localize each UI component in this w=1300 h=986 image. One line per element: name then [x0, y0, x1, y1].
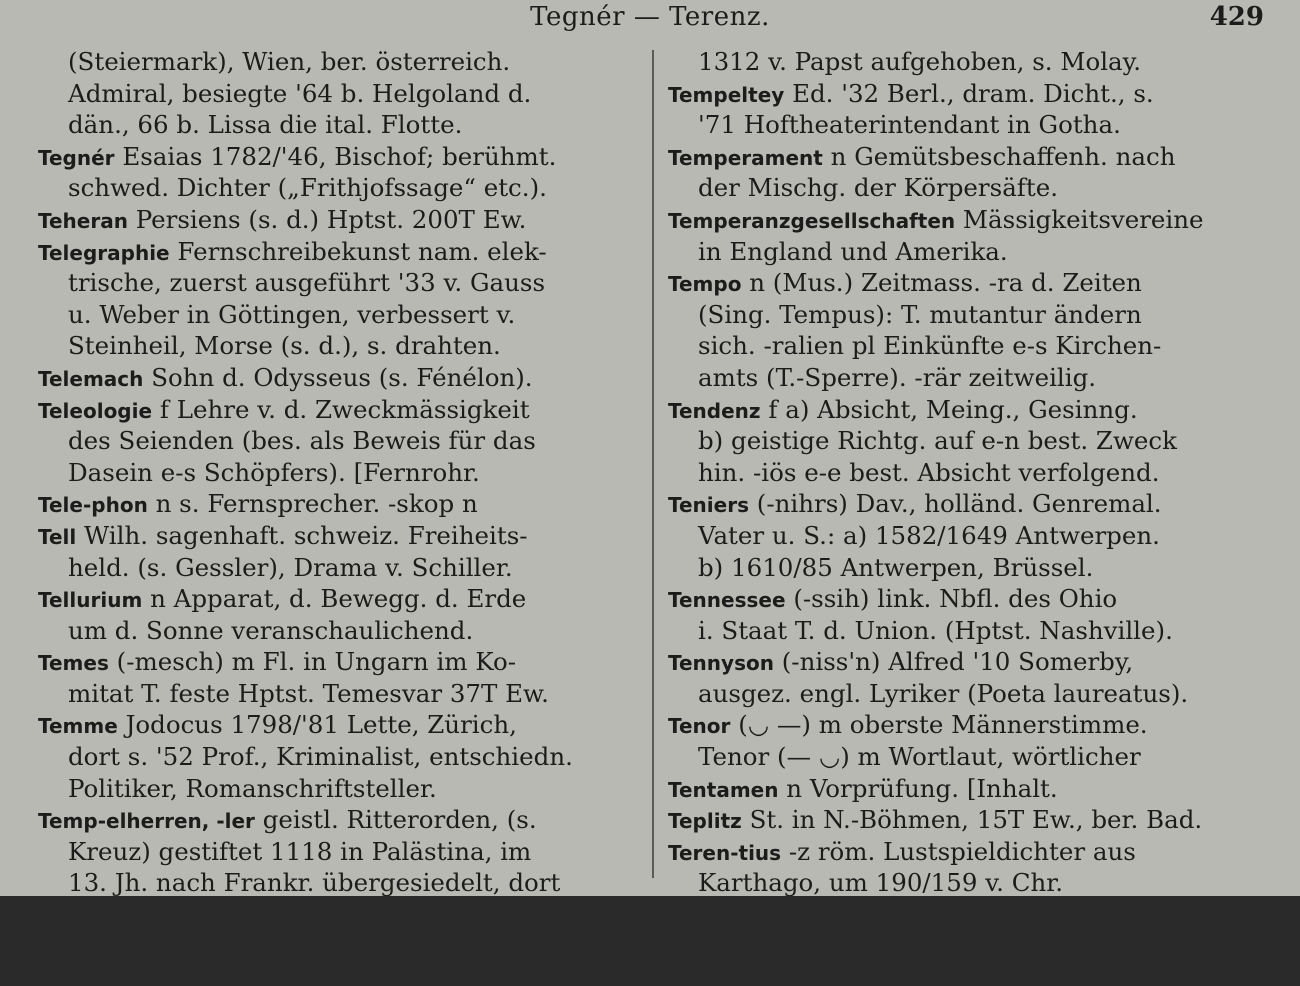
entry-text: Steinheil, Morse (s. d.), s. drahten.: [68, 331, 501, 361]
entry-text: b) 1610/85 Antwerpen, Brüssel.: [698, 552, 1094, 582]
entry-text: 13. Jh. nach Frankr. übergesiedelt, dort: [68, 868, 561, 896]
entry-text: Mässigkeitsvereine: [955, 204, 1204, 234]
entry-line: [668, 330, 1253, 362]
entry-line: [38, 552, 623, 584]
entry-line: [668, 867, 1253, 896]
entry-text: Politiker, Romanschriftsteller.: [68, 773, 437, 803]
entry-text: der Mischg. der Körpersäfte.: [698, 173, 1058, 203]
entry-line: [668, 520, 1253, 552]
entry-line: [668, 488, 1253, 520]
entry-line: [38, 709, 623, 741]
entry-headword: Temperament: [668, 145, 823, 170]
entry-text: b) geistige Richtg. auf e-n best. Zweck: [698, 426, 1177, 456]
entry-text: trische, zuerst ausgeführt '33 v. Gauss: [68, 268, 546, 298]
entry-line: [38, 646, 623, 678]
entry-text: n Vorprüfung. [Inhalt.: [778, 773, 1058, 803]
entry-text: hin. -iös e-e best. Absicht verfolgend.: [698, 457, 1160, 487]
entry-text: held. (s. Gessler), Drama v. Schiller.: [68, 552, 513, 582]
entry-headword: Temp-elherren, -ler: [38, 809, 255, 834]
entry-text: in England und Amerika.: [698, 236, 1008, 266]
entry-text: f Lehre v. d. Zweckmässigkeit: [152, 394, 530, 424]
entry-headword: Tell: [38, 524, 77, 549]
entry-text: Karthago, um 190/159 v. Chr.: [698, 868, 1064, 896]
entry-headword: Tendenz: [668, 398, 761, 423]
entry-line: [38, 678, 623, 710]
entry-line: [38, 394, 623, 426]
entry-text: (-ssih) link. Nbfl. des Ohio: [785, 584, 1118, 614]
entry-headword: Teren-tius: [668, 840, 782, 865]
entry-headword: Tenor: [668, 714, 731, 739]
entry-line: [668, 236, 1253, 268]
entry-text: mitat T. feste Hptst. Temesvar 37T Ew.: [68, 678, 549, 708]
entry-text: n (Mus.) Zeitmass. -ra d. Zeiten: [741, 268, 1142, 298]
entry-line: [668, 172, 1253, 204]
entry-line: [38, 330, 623, 362]
entry-line: [668, 46, 1253, 78]
entry-line: [668, 457, 1253, 489]
entry-line: [668, 741, 1253, 773]
page-number: 429: [1209, 2, 1264, 32]
entry-line: [38, 204, 623, 236]
entry-text: des Seienden (bes. als Beweis für das: [68, 426, 536, 456]
entry-line: [38, 172, 623, 204]
entry-line: [668, 552, 1253, 584]
entry-line: [38, 804, 623, 836]
entry-headword: Temme: [38, 714, 118, 739]
entry-line: [668, 267, 1253, 299]
entry-line: [38, 299, 623, 331]
entry-headword: Teleologie: [38, 398, 153, 423]
entry-text: Tenor (— ◡) m Wortlaut, wörtlicher: [698, 742, 1141, 772]
entry-text: sich. -ralien pl Einkünfte e-s Kirchen-: [698, 331, 1162, 361]
entry-text: '71 Hoftheaterintendant in Gotha.: [698, 110, 1121, 140]
entry-headword: Tempo: [668, 272, 742, 297]
entry-line: [668, 425, 1253, 457]
entry-line: [38, 78, 623, 110]
entry-line: [668, 141, 1253, 173]
entry-line: [668, 615, 1253, 647]
entry-text: Persiens (s. d.) Hptst. 200T Ew.: [127, 204, 527, 234]
entry-text: (Steiermark), Wien, ber. österreich.: [68, 47, 511, 76]
entry-line: [668, 78, 1253, 110]
entry-text: -z röm. Lustspieldichter aus: [781, 836, 1136, 866]
entry-text: Wilh. sagenhaft. schweiz. Freiheits-: [76, 520, 528, 550]
entry-text: (-nihrs) Dav., holländ. Genremal.: [748, 489, 1162, 519]
entry-headword: Teniers: [668, 493, 749, 518]
entry-line: [668, 836, 1253, 868]
entry-line: [38, 425, 623, 457]
entry-headword: Tennyson: [668, 651, 774, 676]
entry-line: [38, 46, 623, 78]
entry-line: [38, 267, 623, 299]
entry-line: [668, 709, 1253, 741]
entry-text: (Sing. Tempus): T. mutantur ändern: [698, 299, 1142, 329]
entry-text: amts (T.-Sperre). -rär zeitweilig.: [698, 362, 1097, 392]
entry-line: [668, 678, 1253, 710]
entry-text: n s. Fernsprecher. -skop n: [147, 489, 478, 519]
entry-line: [38, 836, 623, 868]
entry-line: [38, 867, 623, 896]
page-header: [0, 0, 1300, 40]
entry-text: Fernschreibekunst nam. elek-: [169, 236, 547, 266]
entry-text: (◡ —) m oberste Männerstimme.: [730, 710, 1148, 740]
entry-line: [38, 741, 623, 773]
entry-line: [668, 773, 1253, 805]
right-column: [668, 46, 1253, 896]
entry-text: (-mesch) m Fl. in Ungarn im Ko-: [108, 647, 516, 677]
column-divider: [652, 50, 654, 878]
entry-text: u. Weber in Göttingen, verbessert v.: [68, 299, 516, 329]
entry-line: [668, 583, 1253, 615]
entry-text: Ed. '32 Berl., dram. Dicht., s.: [784, 78, 1154, 108]
entry-line: [668, 109, 1253, 141]
entry-text: Kreuz) gestiftet 1118 in Palästina, im: [68, 836, 532, 866]
entry-line: [38, 520, 623, 552]
entry-text: dän., 66 b. Lissa die ital. Flotte.: [68, 110, 463, 140]
entry-line: [668, 646, 1253, 678]
left-column: [38, 46, 623, 896]
entry-line: [38, 488, 623, 520]
entry-text: f a) Absicht, Meing., Gesinng.: [760, 394, 1138, 424]
entry-line: [668, 394, 1253, 426]
entry-text: Esaias 1782/'46, Bischof; berühmt.: [114, 141, 557, 171]
entry-line: [38, 109, 623, 141]
entry-text: Jodocus 1798/'81 Lette, Zürich,: [117, 710, 517, 740]
entry-text: St. in N.-Böhmen, 15T Ew., ber. Bad.: [741, 805, 1203, 835]
running-head: Tegnér — Terenz.: [530, 2, 770, 32]
entry-line: [38, 773, 623, 805]
entry-text: Dasein e-s Schöpfers). [Fernrohr.: [68, 457, 480, 487]
entry-headword: Tellurium: [38, 588, 143, 613]
entry-headword: Temperanzgesellschaften: [668, 208, 956, 233]
entry-headword: Teplitz: [668, 809, 742, 834]
entry-text: um d. Sonne veranschaulichend.: [68, 615, 474, 645]
entry-line: [38, 615, 623, 647]
entry-line: [38, 362, 623, 394]
entry-text: Admiral, besiegte '64 b. Helgoland d.: [68, 78, 532, 108]
entry-text: ausgez. engl. Lyriker (Poeta laureatus).: [698, 678, 1189, 708]
entry-headword: Telegraphie: [38, 240, 170, 265]
entry-line: [668, 804, 1253, 836]
entry-line: [668, 362, 1253, 394]
entry-headword: Telemach: [38, 366, 144, 391]
entry-line: [38, 457, 623, 489]
bottom-strip: [0, 896, 1300, 986]
entry-text: schwed. Dichter („Frithjofssage“ etc.).: [68, 173, 547, 203]
entry-headword: Tennessee: [668, 588, 786, 613]
entry-headword: Tempeltey: [668, 82, 785, 107]
entry-line: [668, 299, 1253, 331]
entry-headword: Tentamen: [668, 777, 779, 802]
entry-text: Vater u. S.: a) 1582/1649 Antwerpen.: [698, 520, 1160, 550]
entry-line: [668, 204, 1253, 236]
entry-headword: Temes: [38, 651, 109, 676]
entry-text: i. Staat T. d. Union. (Hptst. Nashville).: [698, 615, 1173, 645]
entry-line: [38, 583, 623, 615]
entry-text: Sohn d. Odysseus (s. Fénélon).: [143, 362, 533, 392]
entry-line: [38, 141, 623, 173]
entry-headword: Tegnér: [38, 145, 115, 170]
entry-text: geistl. Ritterorden, (s.: [254, 805, 537, 835]
entry-headword: Tele-phon: [38, 493, 148, 518]
entry-line: [38, 236, 623, 268]
entry-text: (-niss'n) Alfred '10 Somerby,: [773, 647, 1134, 677]
entry-text: 1312 v. Papst aufgehoben, s. Molay.: [698, 47, 1142, 76]
entry-headword: Teheran: [38, 208, 128, 233]
entry-text: n Apparat, d. Bewegg. d. Erde: [142, 584, 527, 614]
entry-text: n Gemütsbeschaffenh. nach: [822, 141, 1176, 171]
entry-text: dort s. '52 Prof., Kriminalist, entschiedn.: [68, 742, 573, 772]
